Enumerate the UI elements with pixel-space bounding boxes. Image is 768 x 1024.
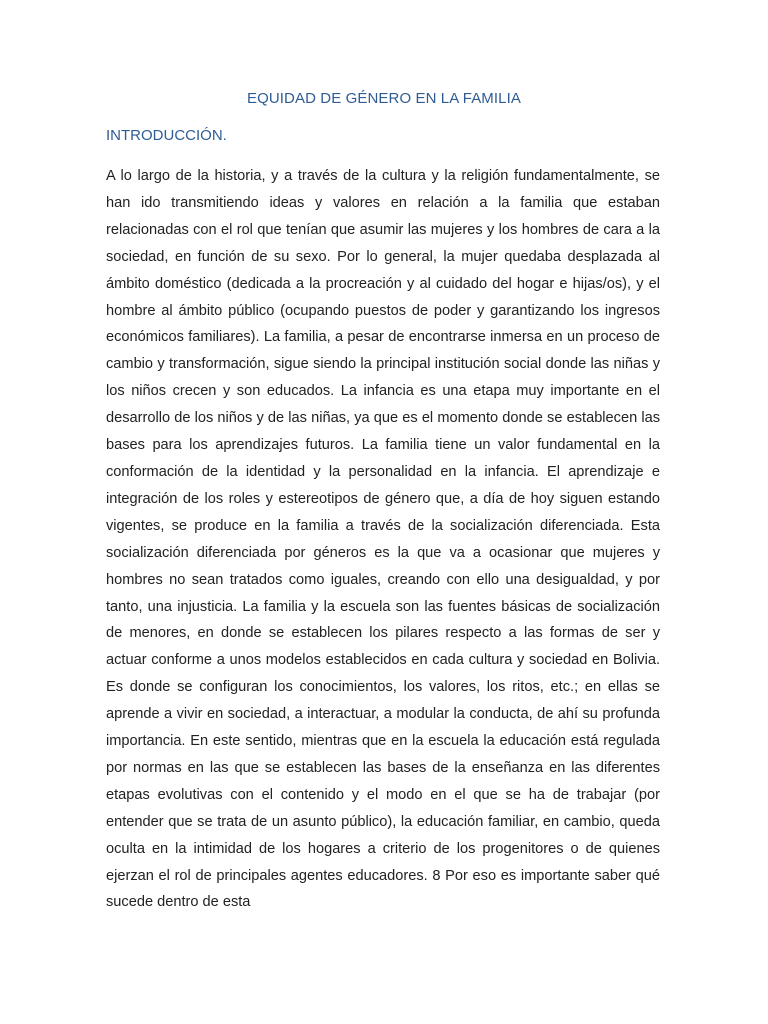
section-heading-introduction: INTRODUCCIÓN. [106, 127, 227, 144]
document-title: EQUIDAD DE GÉNERO EN LA FAMILIA [246, 90, 521, 107]
body-paragraph: A lo largo de la historia, y a través de la cultura y la religión fundamentalmente, se han ido transmitiendo ideas y valores en relación a la familia que estaban relacionadas con el rol que tenían que asumir las mujeres y los hombres de cara a la sociedad, en función de su sexo. Por lo general, la mujer quedaba desplazada al ámbito doméstico (dedicada a la procreación y al cuidado del hogar e hijas/os), y el hombre al ámbito público (ocupando puestos de poder y garantizando los ingresos económicos familiares). La familia, a pesar de encontrarse inmersa en un proceso de cambio y transformación, sigue siendo la principal institución social donde las niñas y los niños crecen y son educados. La infancia es una etapa muy importante en el desarrollo de los niños y de las niñas, ya que es el momento donde se establecen las bases para los aprendizajes futuros. La familia tiene un valor fundamental en la conformación de la identidad y la personalidad en la infancia. El aprendizaje e integración de los roles y estereotipos de género que, a día de hoy siguen estando vigentes, se produce en la familia a través de la socialización diferenciada. Esta socialización diferenciada por géneros es la que va a ocasionar que mujeres y hombres no sean tratados como iguales, creando con ello una desigualdad, y por tanto, una injusticia. La familia y la escuela son las fuentes básicas de socialización de menores, en donde se establecen los pilares respecto a las formas de ser y actuar conforme a unos modelos establecidos en cada cultura y sociedad en Bolivia. Es donde se configuran los conocimientos, los valores, los ritos, etc.; en ellas se aprende a vivir en sociedad, a interactuar, a modular la conducta, de ahí su profunda importancia. En este sentido, mientras que en la escuela la educación está regulada por normas en las que se establecen las bases de la enseñanza en las diferentes etapas evolutivas con el contenido y el modo en el que se ha de trabajar (por entender que se trata de un asunto público), la educación familiar, en cambio, queda oculta en la intimidad de los hogares a criterio de los progenitores o de quienes ejerzan el rol de principales agentes educadores. 8 Por eso es importante saber qué sucede dentro de esta [106, 168, 660, 910]
